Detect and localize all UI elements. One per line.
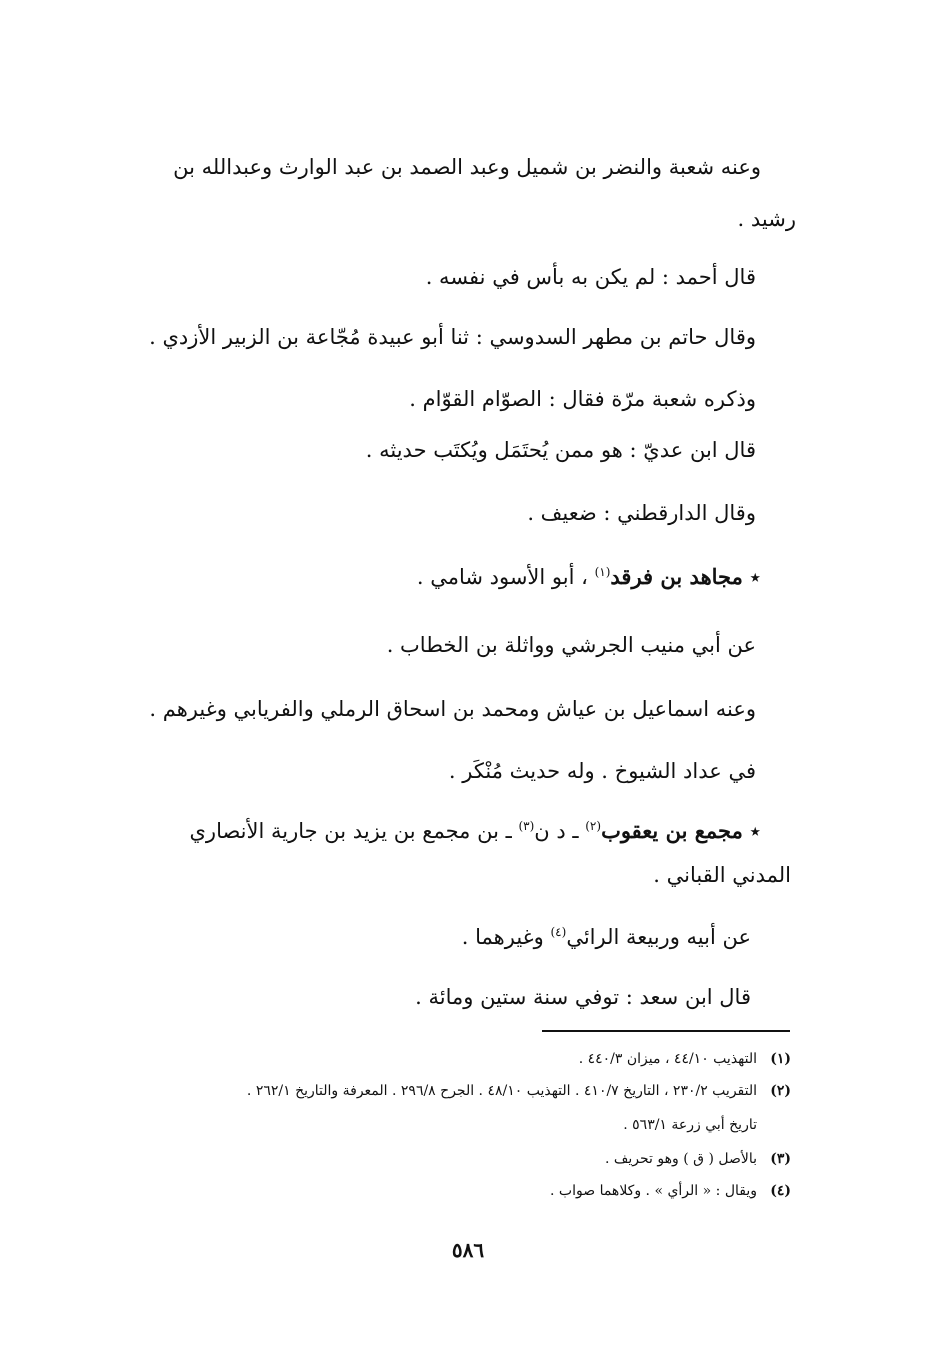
footnote-text: تاريخ أبي زرعة ٥٦٣/١ .	[623, 1117, 757, 1133]
footnote-4	[550, 1180, 791, 1202]
entry-name: مجاهد بن فرقد	[610, 564, 743, 589]
entry-rest: ، أبو الأسود شامي .	[416, 565, 588, 589]
footnote-ref-3: (٣)	[518, 819, 535, 833]
footnote-text: ويقال : « الرأي » . وكلاهما صواب .	[550, 1183, 757, 1199]
text-after: وغيرهما .	[461, 925, 544, 949]
entry-mujahid	[417, 562, 761, 592]
footnote-ref-1: (١)	[594, 565, 611, 579]
text-line-11: المدني القباني .	[653, 863, 791, 887]
footnote-2	[247, 1080, 791, 1102]
text-line-12	[462, 922, 751, 952]
footnote-number: (٤)	[770, 1183, 791, 1199]
text-line-10: في عداد الشيوخ . وله حديث مُنْكَر .	[448, 759, 756, 783]
footnote-3	[605, 1148, 791, 1170]
footnote-2-cont	[623, 1114, 791, 1136]
text-before: عن أبيه وربيعة الرائي	[566, 925, 751, 949]
footnote-number: (١)	[770, 1051, 791, 1067]
footnote-text: التهذيب ٤٤/١٠ ، ميزان ٤٤٠/٣ .	[578, 1051, 757, 1067]
text-line-6: قال ابن عديّ : هو ممن يُحتَمَل ويُكتَب حديثه .	[365, 438, 756, 462]
text-line-9: وعنه اسماعيل بن عياش ومحمد بن اسحاق الرملي والفريابي وغيرهم .	[149, 697, 756, 721]
entry-mujammi	[189, 816, 761, 846]
text-line-13: قال ابن سعد : توفي سنة ستين ومائة .	[415, 985, 751, 1009]
entry-sigla: ـ د ن	[534, 819, 579, 843]
entry-marker: ٭	[749, 565, 761, 589]
text-line-5: وذكره شعبة مرّة فقال : الصوّام القوّام .	[409, 387, 756, 411]
footnote-text: التقريب ٢٣٠/٢ ، التاريخ ٤١٠/٧ . التهذيب ٤٨/١٠ . الجرح ٢٩٦/٨ . المعرفة والتاريخ ٢٦٢/١ .	[246, 1083, 757, 1099]
footnote-text: بالأصل ( ق ) وهو تحريف .	[605, 1151, 757, 1167]
text-line-8: عن أبي منيب الجرشي وواثلة بن الخطاب .	[386, 633, 756, 657]
footnote-separator	[542, 1030, 790, 1032]
footnote-number: (٣)	[770, 1151, 791, 1167]
text-line-7: وقال الدارقطني : ضعيف .	[527, 501, 756, 525]
footnote-number: (٢)	[770, 1083, 791, 1099]
page-number: ٥٨٦	[451, 1238, 485, 1262]
footnote-1	[579, 1048, 791, 1070]
text-line-4: وقال حاتم بن مطهر السدوسي : ثنا أبو عبيدة مُجّاعة بن الزبير الأزدي .	[149, 325, 756, 349]
footnote-ref-4: (٤)	[550, 925, 567, 939]
text-line-3: قال أحمد : لم يكن به بأس في نفسه .	[425, 265, 756, 289]
entry-name: مجمع بن يعقوب	[601, 818, 743, 843]
text-line-2: رشيد .	[737, 207, 796, 231]
footnote-ref-2: (٢)	[585, 819, 602, 833]
entry-marker: ٭	[749, 819, 761, 843]
text-line-1: وعنه شعبة والنضر بن شميل وعبد الصمد بن عبد الوارث وعبدالله بن	[173, 155, 761, 179]
entry-rest: ـ بن مجمع بن يزيد بن جارية الأنصاري	[189, 819, 512, 843]
